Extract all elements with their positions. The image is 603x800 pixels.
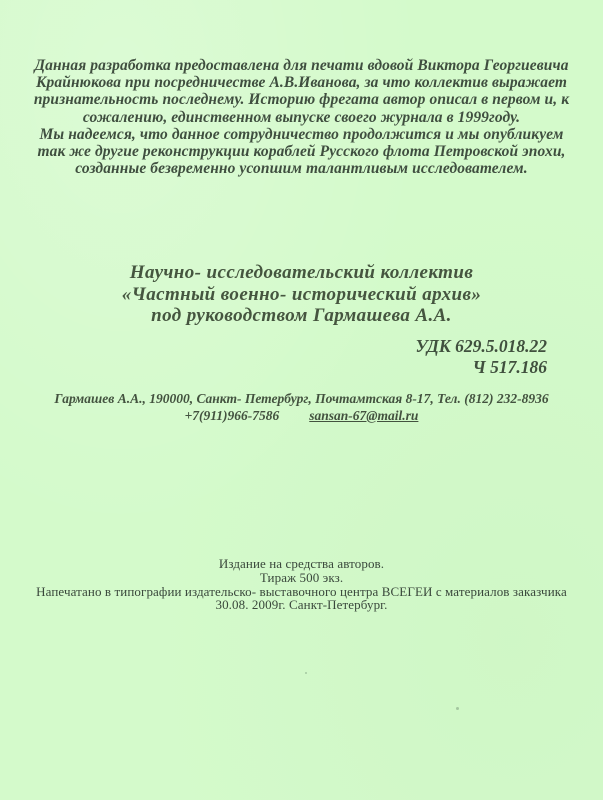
- imprint-line: Тираж 500 экз.: [259, 569, 344, 585]
- contact-line2: [0, 408, 603, 425]
- collective-line: «Частный военно- исторический архив»: [121, 283, 482, 305]
- library-code: Ч 517.186: [472, 356, 547, 377]
- dedication-line: так же другие реконструкции кораблей Русского флота Петровской эпохи,: [37, 143, 566, 161]
- imprint-line: Напечатано в типографии издательско- выставочного центра ВСЕГЕИ с материалов заказчика: [36, 583, 567, 599]
- imprint-block: [0, 557, 603, 612]
- collective-line: под руководством Гармашева А.А.: [151, 305, 452, 326]
- collective-line: Научно- исследовательский коллектив: [129, 262, 474, 283]
- contact-address: Гармашев А.А., 190000, Санкт- Петербург, Почтамтская 8-17, Тел. (812) 232-8936: [54, 391, 549, 406]
- contact-phone: +7(911)966-7586: [184, 407, 280, 423]
- scan-speck: [305, 672, 307, 674]
- dedication-paragraph: [0, 57, 603, 177]
- imprint-line: 30.08. 2009г. Санкт-Петербург.: [215, 597, 388, 613]
- dedication-line: Крайнюкова при посредничестве А.В.Иванова, за что коллектив выражает: [35, 74, 568, 92]
- collective-name-block: [0, 262, 603, 327]
- dedication-line: Данная разработка предоставлена для печати вдовой Виктора Георгиевича: [34, 57, 569, 74]
- udk-code: УДК 629.5.018.22: [415, 336, 547, 356]
- classification-codes: [247, 336, 547, 377]
- contact-email: sansan-67@mail.ru: [309, 407, 419, 423]
- dedication-line: признательность последнему. Историю фрегата автор описал в первом и, к: [33, 91, 570, 109]
- scan-speck: [456, 707, 459, 710]
- contact-block: [0, 391, 603, 424]
- dedication-line: сожалению, единственном выпуске своего журнала в 1999году.: [82, 108, 521, 126]
- imprint-line: Издание на средства авторов.: [218, 556, 385, 571]
- dedication-line: Мы надеемся, что данное сотрудничество продолжится и мы опубликуем: [39, 125, 564, 143]
- dedication-line: созданные безвременно усопшим талантливым исследователем.: [75, 160, 528, 178]
